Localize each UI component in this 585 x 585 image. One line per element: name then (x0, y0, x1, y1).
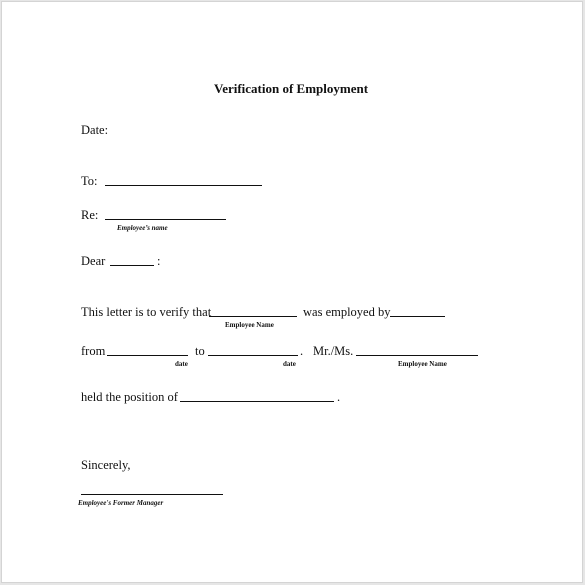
employed-by-text: was employed by (303, 305, 391, 319)
re-caption: Employee’s name (117, 224, 168, 232)
signature-line (81, 494, 223, 495)
dear-label: Dear (81, 254, 106, 268)
document-title: Verification of Employment (214, 81, 369, 96)
employee-name-blank-line (209, 316, 297, 317)
to-date-label: to (195, 344, 205, 358)
date-label: Date: (81, 123, 109, 137)
date-period: . (300, 344, 304, 358)
employee-name-caption: Employee Name (225, 321, 274, 329)
position-blank-line (180, 401, 334, 402)
to-label: To: (81, 174, 98, 188)
position-period: . (337, 390, 341, 404)
mr-ms-blank-line (356, 355, 478, 356)
employer-blank-line (390, 316, 445, 317)
mr-ms-caption: Employee Name (398, 360, 447, 368)
to-blank-line (105, 185, 262, 186)
dear-blank-line (110, 265, 154, 266)
signature-caption: Employee's Former Manager (78, 499, 164, 507)
dear-colon: : (157, 254, 161, 268)
to-date-blank-line (208, 355, 298, 356)
to-date-caption: date (283, 360, 296, 368)
re-blank-line (105, 219, 226, 220)
mr-ms-label: Mr./Ms. (313, 344, 354, 358)
re-label: Re: (81, 208, 99, 222)
from-label: from (81, 344, 106, 358)
closing-text: Sincerely, (81, 458, 131, 472)
from-date-blank-line (107, 355, 188, 356)
document-page (1, 1, 583, 583)
from-date-caption: date (175, 360, 188, 368)
held-position-text: held the position of (81, 390, 178, 404)
verify-text: This letter is to verify that (81, 305, 212, 319)
